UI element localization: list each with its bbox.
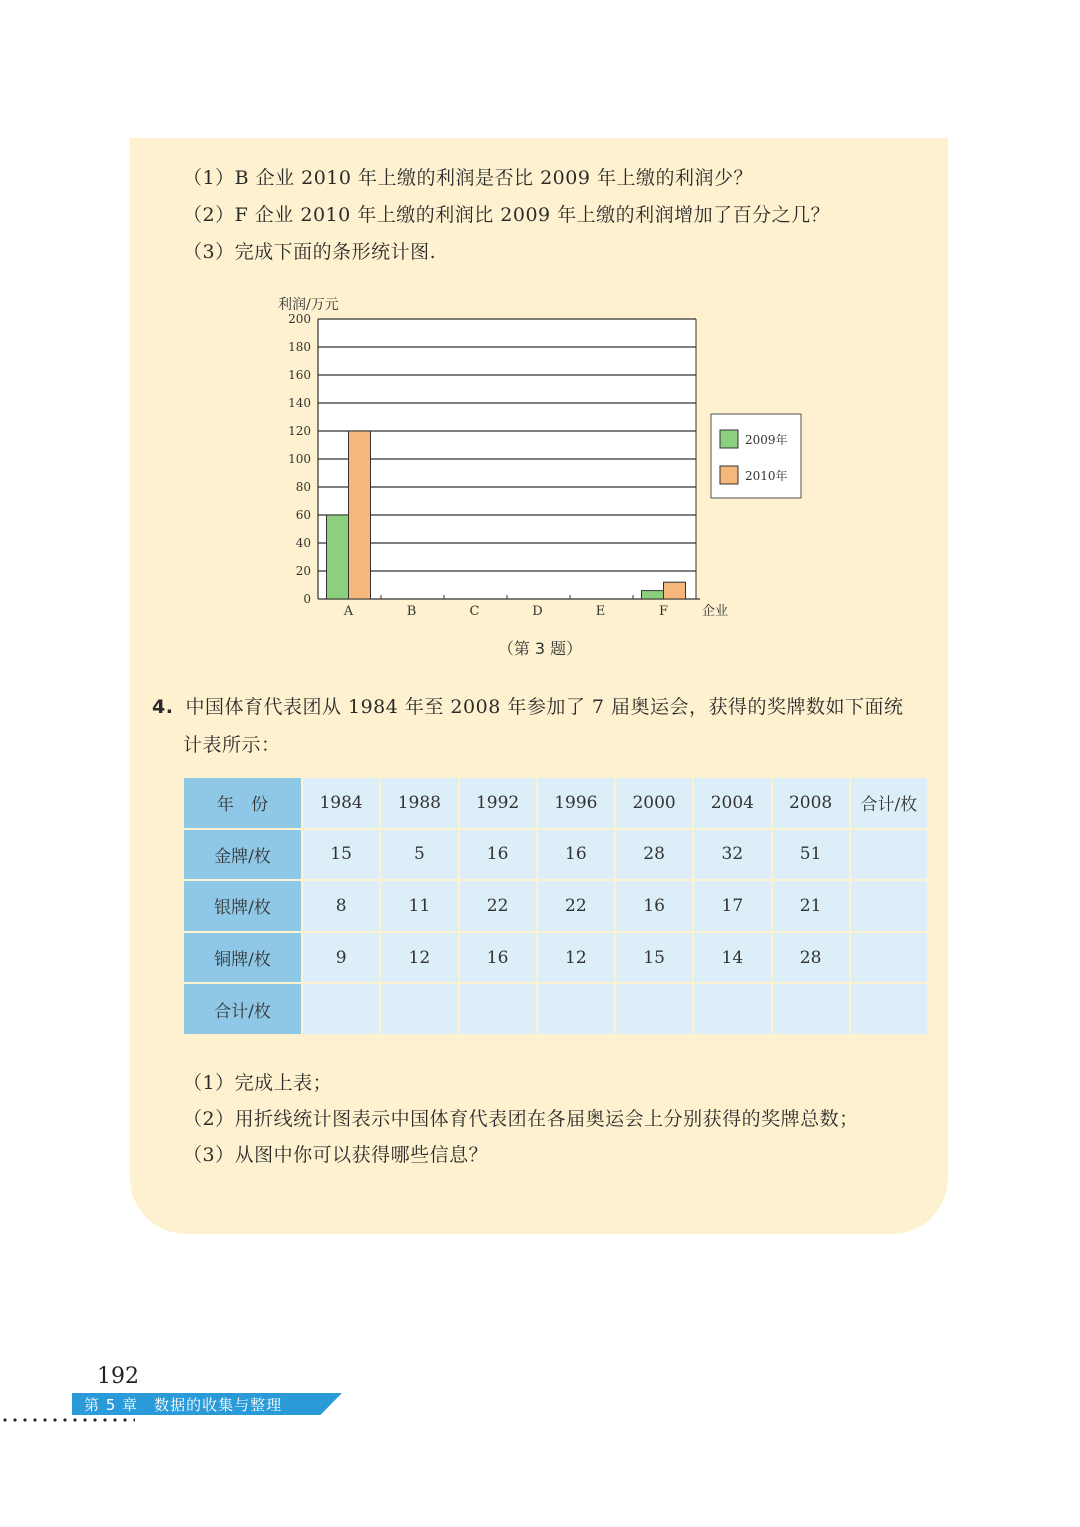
table-cell: 9 — [303, 933, 379, 983]
table-cell — [303, 984, 379, 1034]
table-cell: 28 — [773, 933, 849, 983]
table-cell — [616, 984, 692, 1034]
table-cell-total — [851, 933, 927, 983]
bar-2009年-A — [327, 515, 349, 599]
legend-swatch — [720, 430, 738, 448]
table-cell: 5 — [381, 830, 457, 880]
y-axis-label: 利润/万元 — [278, 297, 339, 313]
x-tick-label: D — [532, 604, 543, 619]
table-cell: 15 — [616, 933, 692, 983]
table-row-silver — [184, 881, 927, 931]
q3-sub2: （2）F 企业 2010 年上缴的利润比 2009 年上缴的利润增加了百分之几？ — [183, 204, 831, 226]
q4-sub2: （2）用折线统计图表示中国体育代表团在各届奥运会上分别获得的奖牌总数； — [183, 1108, 859, 1130]
table-cell: 21 — [773, 881, 849, 931]
row-label: 金牌/枚 — [184, 830, 301, 880]
q4-text-line2: 计表所示： — [183, 734, 281, 756]
table-cell: 22 — [460, 881, 536, 931]
table-cell: 16 — [538, 830, 614, 880]
page-number: 192 — [97, 1364, 139, 1389]
table-cell: 12 — [538, 933, 614, 983]
header-year: 1996 — [538, 778, 614, 828]
table-cell — [538, 984, 614, 1034]
header-year-label: 年 份 — [184, 778, 301, 828]
y-tick-label: 80 — [295, 480, 311, 494]
y-tick-label: 100 — [288, 452, 311, 466]
chart-caption: （第 3 题） — [497, 639, 583, 658]
x-tick-label: E — [595, 604, 606, 619]
table-row-total — [184, 984, 927, 1034]
q3-sub3: （3）完成下面的条形统计图. — [183, 241, 437, 263]
y-tick-label: 180 — [288, 340, 311, 354]
table-cell: 51 — [773, 830, 849, 880]
legend-label: 2010年 — [745, 469, 788, 483]
table-cell: 32 — [694, 830, 770, 880]
table-cell: 14 — [694, 933, 770, 983]
table-cell: 22 — [538, 881, 614, 931]
x-tick-label: F — [658, 604, 669, 619]
y-tick-label: 160 — [288, 368, 311, 382]
table-cell: 16 — [616, 881, 692, 931]
y-tick-label: 200 — [288, 312, 311, 326]
table-cell-total — [851, 984, 927, 1034]
q4-number: 4. — [152, 696, 174, 718]
header-year: 2004 — [694, 778, 770, 828]
table-cell-total — [851, 830, 927, 880]
header-year: 1988 — [381, 778, 457, 828]
row-label: 合计/枚 — [184, 984, 301, 1034]
table-cell: 16 — [460, 933, 536, 983]
y-tick-label: 60 — [295, 508, 311, 522]
x-tick-label: A — [343, 604, 354, 619]
q4-line1 — [152, 692, 904, 719]
row-label: 银牌/枚 — [184, 881, 301, 931]
table-cell: 17 — [694, 881, 770, 931]
table-row-bronze — [184, 933, 927, 983]
y-tick-label: 0 — [303, 592, 311, 606]
table-cell: 15 — [303, 830, 379, 880]
profit-bar-chart — [265, 290, 825, 625]
table-cell — [381, 984, 457, 1034]
y-tick-label: 120 — [288, 424, 311, 438]
header-year: 1984 — [303, 778, 379, 828]
bar-2010年-F — [664, 582, 686, 599]
table-cell — [460, 984, 536, 1034]
legend-swatch — [720, 466, 738, 484]
q3-sub1: （1）B 企业 2010 年上缴的利润是否比 2009 年上缴的利润少？ — [183, 167, 753, 189]
row-label: 铜牌/枚 — [184, 933, 301, 983]
table-row-gold — [184, 830, 927, 880]
x-tick-label: C — [469, 604, 480, 619]
bar-2009年-F — [642, 591, 664, 599]
table-cell-total — [851, 881, 927, 931]
legend-box — [711, 414, 801, 498]
table-header-row — [184, 778, 927, 828]
header-year: 1992 — [460, 778, 536, 828]
header-year: 2008 — [773, 778, 849, 828]
q4-sub1: （1）完成上表； — [183, 1072, 333, 1094]
medal-table — [182, 776, 929, 1036]
dotted-rule — [0, 1418, 135, 1422]
table-cell: 12 — [381, 933, 457, 983]
table-cell — [694, 984, 770, 1034]
legend-label: 2009年 — [745, 433, 788, 447]
x-tick-label: B — [406, 604, 417, 619]
y-tick-label: 40 — [295, 536, 311, 550]
chapter-title: 第 5 章 数据的收集与整理 — [84, 1396, 283, 1414]
header-total: 合计/枚 — [851, 778, 927, 828]
table-cell: 11 — [381, 881, 457, 931]
table-cell: 8 — [303, 881, 379, 931]
y-tick-label: 20 — [295, 564, 311, 578]
table-cell: 16 — [460, 830, 536, 880]
bar-2010年-A — [349, 431, 371, 599]
table-cell: 28 — [616, 830, 692, 880]
x-axis-label: 企业 — [702, 604, 729, 619]
table-cell — [773, 984, 849, 1034]
q4-text-line1: 中国体育代表团从 1984 年至 2008 年参加了 7 届奥运会，获得的奖牌数如下面统 — [185, 696, 904, 718]
y-tick-label: 140 — [288, 396, 311, 410]
q4-sub3: （3）从图中你可以获得哪些信息？ — [183, 1144, 489, 1166]
header-year: 2000 — [616, 778, 692, 828]
